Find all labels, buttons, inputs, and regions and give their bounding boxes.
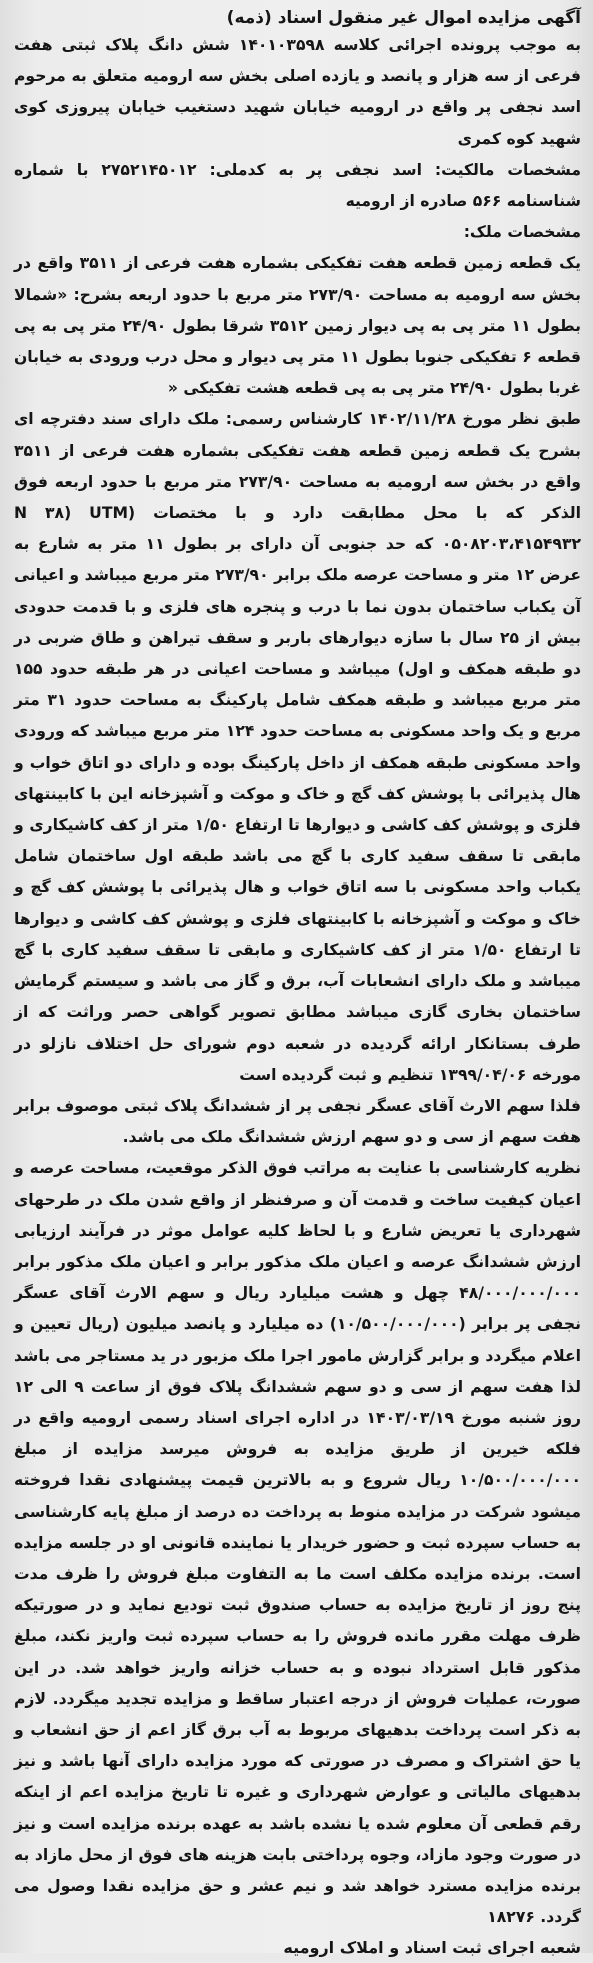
notice-paragraph-auction-terms: نظریه کارشناسی با عنایت به مراتب فوق الذکر موقعیت، مساحت عرصه و اعیان کیفیت ساخت و قدمت آن و صرفنظر از واقع شدن ملک در طرحهای شهرداری یا تعریض شارع و با لحاظ کلیه عوامل موثر در فرآیند ارزیابی ارزش ششدانگ عرصه و اعیان ملک مذکور برابر و اعیان ملک مذکور برابر ۴۸/۰۰۰/۰۰۰/۰۰۰ چهل و هشت میلیارد ریال و سهم الارث آقای عسگر نجفی پر برابر (۱۰/۵۰۰/۰۰۰/۰۰۰) ده میلیارد و پانصد میلیون (ریال تعیین و اعلام میگردد و برابر گزارش مامور اجرا ملک مزبور در ید مستاجر می باشد لذا هفت سهم از سی و دو سهم ششدانگ پلاک فوق از ساعت ۹ الی ۱۲ روز شنبه مورخ ۱۴۰۳/۰۳/۱۹ در اداره اجرای اسناد رسمی ارومیه واقع در فلکه خیرین از طریق مزایده به فروش میرسد مزایده از مبلغ ۱۰/۵۰۰/۰۰۰/۰۰۰ ریال شروع و به بالاترین قیمت پیشنهادی نقدا فروخته میشود شرکت در مزایده منوط به پرداخت ده درصد از مبلغ پایه کارشناسی به حساب سپرده ثبت و حضور خریدار یا نماینده قانونی او در جلسه مزایده است. برنده مزایده مکلف است ما به التفاوت مبلغ فروش را ظرف مدت پنج روز از تاریخ مزایده به حساب صندوق ثبت تودیع نماید و در صورتیکه ظرف مهلت مقرر مانده فروش را به حساب سپرده ثبت واریز نکند، مبلغ مذکور قابل استرداد نبوده و به حساب خزانه واریز خواهد شد. در این صورت، عملیات فروش از درجه اعتبار ساقط و مزایده تجدید میگردد. لازم به ذکر است پرداخت بدهیهای مربوط به آب برق گاز اعم از حق انشعاب و یا حق اشتراک و مصرف در صورتی که مورد مزایده دارای آنها باشد و نیز بدهیهای مالیاتی و عوارض شهرداری و غیره تا تاریخ مزایده اعم از اینکه رقم قطعی آن معلوم شده یا نشده باشد به عهده برنده مزایده است و نیز در صورت وجود مازاد، وجوه پرداختی بابت هزینه های فوق از محل مازاد به برنده مزایده مسترد خواهد شد و نیم عشر و حق مزایده نقدا وصول می گردد. ۱۸۲۷۶ <box>14 1159 581 1927</box>
notice-body <box>14 30 581 1933</box>
notice-paragraph-boundaries: یک قطعه زمین قطعه هفت تفکیکی بشماره هفت فرعی از ۳۵۱۱ واقع در بخش سه ارومیه به مساحت ۲۷۳/۹۰ متر مربع با حدود اربعه بشرح: «شمالا بطول ۱۱ متر پی به پی دیوار زمین ۳۵۱۲ شرقا بطول ۲۴/۹۰ متر پی به پی قطعه ۶ تفکیکی جنوبا بطول ۱۱ متر پی دیوار و محل درب ورودی به خیابان غربا بطول ۲۴/۹۰ متر پی به پی قطعه هشت تفکیکی « <box>14 254 581 398</box>
notice-paragraph-expert-report: طبق نظر مورخ ۱۴۰۲/۱۱/۲۸ کارشناس رسمی: ملک دارای سند دفترچه ای بشرح یک قطعه زمین قطعه هفت تفکیکی بشماره هفت فرعی از ۳۵۱۱ واقع در بخش سه ارومیه به مساحت ۲۷۳/۹۰ متر مربع با حدود اربعه فوق الذکر که با محل مطابقت دارد و با مختصات (UTM (N ۳۸ ۰۵۰۸۲۰۳،۴۱۵۴۹۳۲ که حد جنوبی آن دارای بر بطول ۱۱ متر به شارع به عرض ۱۲ متر و مساحت عرصه ملک برابر ۲۷۳/۹۰ متر مربع میباشد و اعیانی آن یکباب ساختمان بدون نما با درب و پنجره های فلزی و با قدمت حدودی بیش از ۲۵ سال با سازه دیوارهای باربر و سقف تیراهن و طاق ضربی در دو طبقه همکف و اول) میباشد و مساحت اعیانی در هر طبقه حدود ۱۵۵ متر مربع میباشد و طبقه همکف شامل پارکینگ به مساحت حدود ۳۱ متر مربع و یک واحد مسکونی به مساحت حدود ۱۲۴ متر مربع میباشد که ورودی واحد مسکونی طبقه همکف از داخل پارکینگ بوده و دارای دو اتاق خواب و هال پذیرائی با پوشش کف گچ و خاک و موکت و آشپزخانه این با کابینتهای فلزی و پوشش کف کاشی و دیوارها تا ارتفاع ۱/۵۰ متر از کف کاشیکاری و مابقی تا سقف سفید کاری با گچ می باشد طبقه اول ساختمان شامل یکباب واحد مسکونی با سه اتاق خواب و هال پذیرائی با پوشش کف گچ و خاک و موکت و آشپزخانه با کابینتهای فلزی و پوشش کف کاشی و دیوارها تا ارتفاع ۱/۵۰ متر از کف کاشیکاری و مابقی تا سقف سفید کاری با گچ میباشد و ملک دارای انشعابات آب، برق و گاز می باشد و سیستم گرمایش ساختمان بخاری گازی میباشد مطابق تصویر گواهی حصر وراثت که از طرف بستانکار ارائه گردیده در شعبه دوم شورای حل اختلاف نازلو در مورخه ۱۳۹۹/۰۴/۰۶ تنظیم و ثبت گردیده است <box>14 410 581 1084</box>
notice-paragraph-property-heading: مشخصات ملک: <box>463 223 581 242</box>
notice-paragraph-ownership: مشخصات مالکیت: اسد نجفی پر به کدملی: ۲۷۵۲۱۴۵۰۱۲ با شماره شناسنامه ۵۶۶ صادره از ارومیه <box>14 160 581 211</box>
notice-signature: شعبه اجرای ثبت اسناد و املاک ارومیه <box>283 1938 581 1958</box>
notice-paragraph-inheritance-share: فلذا سهم الارث آقای عسگر نجفی پر از ششدانگ پلاک ثبتی موصوف برابر هفت سهم از سی و دو سهم ارزش ششدانگ ملک می باشد. <box>14 1096 581 1147</box>
notice-title: آگهی مزایده اموال غیر منقول اسناد (ذمه) <box>226 8 581 28</box>
notice-paragraph-case: به موجب پرونده اجرائی کلاسه ۱۴۰۱۰۳۵۹۸ شش دانگ پلاک ثبتی هفت فرعی از سه هزار و پانصد و یازده اصلی بخش سه ارومیه متعلق به مرحوم اسد نجفی پر واقع در ارومیه خیابان شهید دستغیب خیابان پیروزی کوی شهید کوه کمری <box>14 36 581 148</box>
